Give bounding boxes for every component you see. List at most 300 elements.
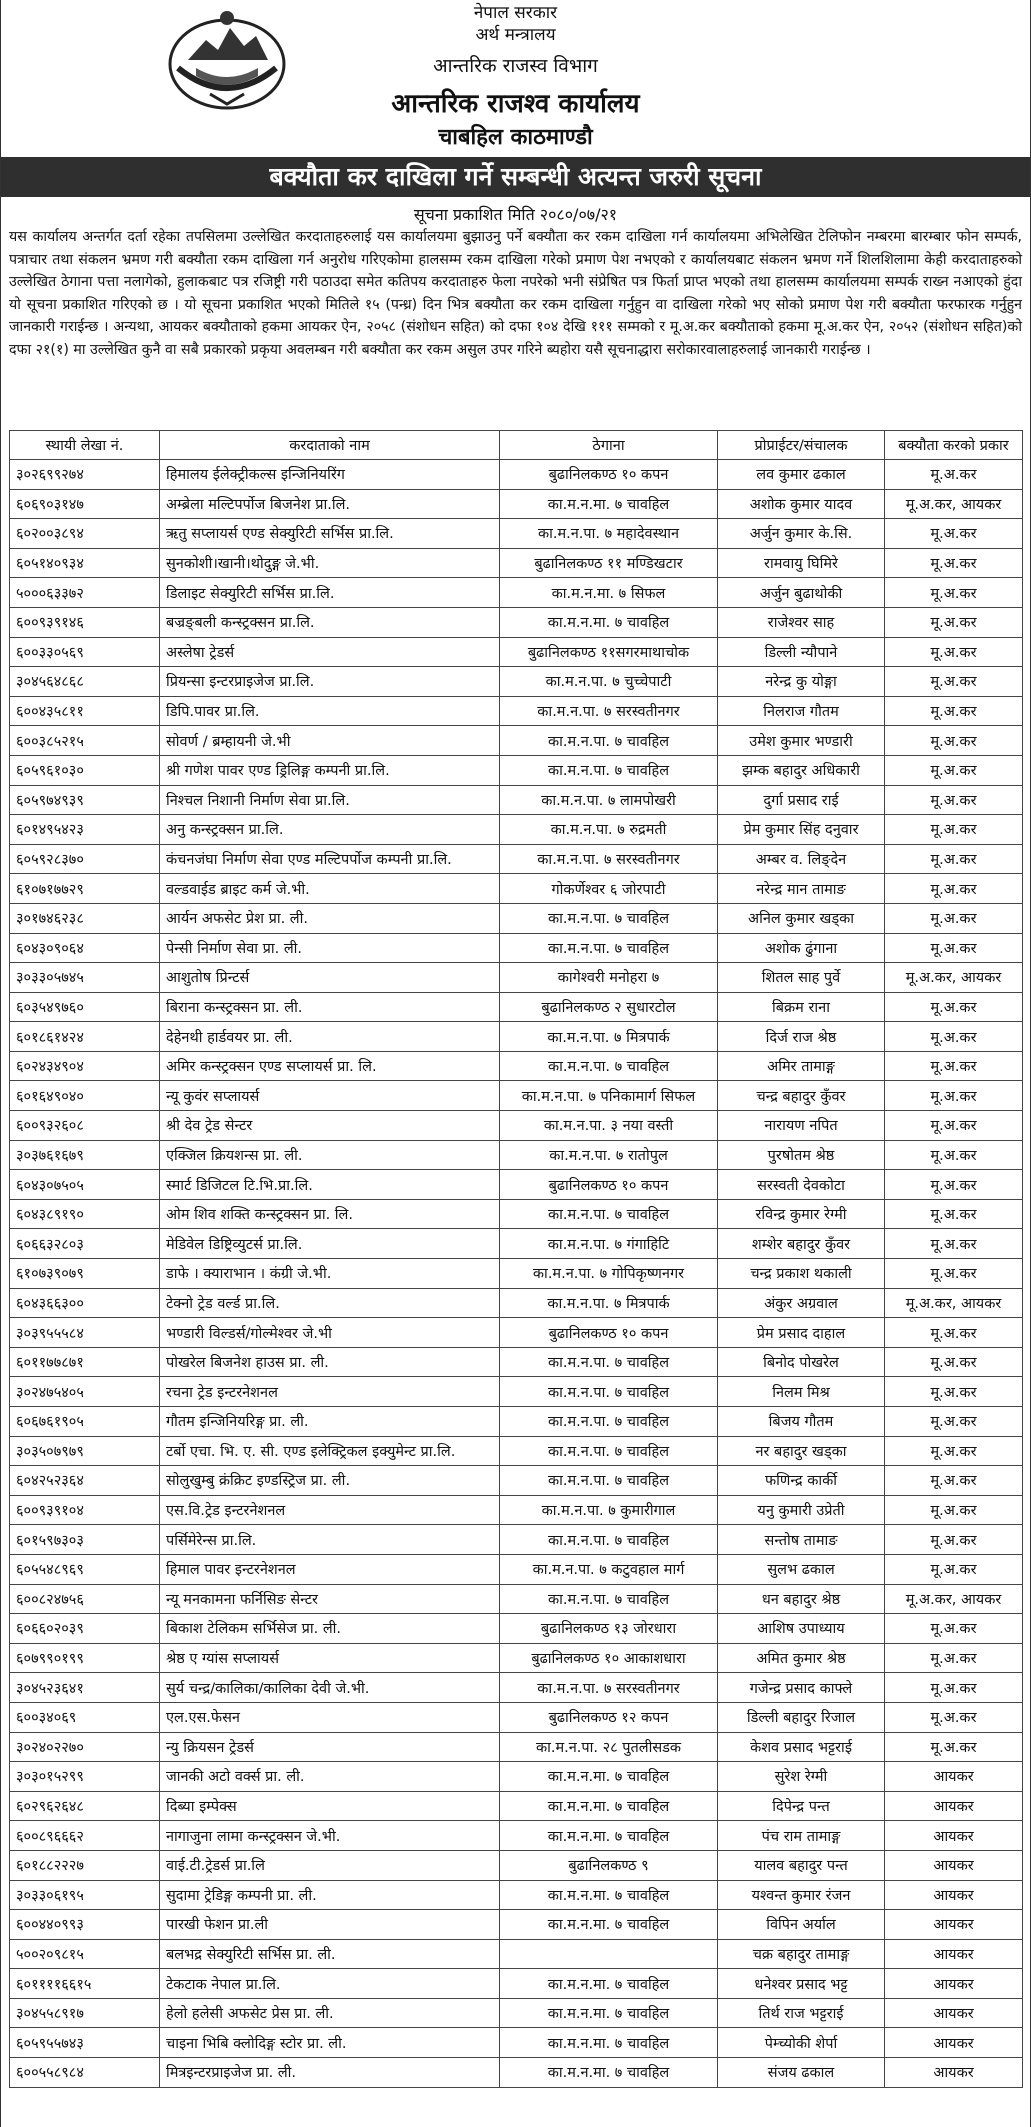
taxpayer-name-cell: पारखी फेशन प्रा.ली — [160, 1910, 500, 1940]
tax-type-cell: मू.अ.कर, आयकर — [885, 963, 1023, 993]
table-row — [10, 1111, 1023, 1141]
address-cell: का.म.न.पा. ७ चावहिल — [500, 1525, 718, 1555]
proprietor-cell: अर्जुन कुमार के.सि. — [718, 519, 885, 549]
pan-cell: ६०२४३४९०४ — [10, 1051, 160, 1081]
pan-cell: ६०४३८९१९० — [10, 1199, 160, 1229]
tax-type-cell: मू.अ.कर — [885, 1436, 1023, 1466]
table-row — [10, 1821, 1023, 1851]
taxpayer-name-cell: सुनकोशी।खानी।थोदुङ्ग जे.भी. — [160, 548, 500, 578]
table-row — [10, 1554, 1023, 1584]
address-cell: बुढानिलकण्ठ ११सगरमाथाचोक — [500, 637, 718, 667]
taxpayer-name-cell: स्मार्ट डिजिटल टि.भि.प्रा.लि. — [160, 1170, 500, 1200]
taxpayer-name-cell: डिलाइट सेक्युरिटी सर्भिस प्रा.लि. — [160, 578, 500, 608]
proprietor-cell: नरेन्द्र मान तामाङ — [718, 874, 885, 904]
proprietor-cell: धनेश्वर प्रसाद भट्ट — [718, 1969, 885, 1999]
table-row — [10, 1259, 1023, 1289]
header-line-department: आन्तरिक राजस्व विभाग — [433, 55, 598, 77]
table-row — [10, 1643, 1023, 1673]
proprietor-cell: रविन्द्र कुमार रेग्मी — [718, 1199, 885, 1229]
table-row — [10, 844, 1023, 874]
table-row — [10, 1081, 1023, 1111]
pan-cell: ३०४५६४८६८ — [10, 667, 160, 697]
address-cell: का.म.न.पा. ७ चावहिल — [500, 1466, 718, 1496]
pan-cell: ६०४३६६३०० — [10, 1288, 160, 1318]
table-row — [10, 1170, 1023, 1200]
table-row — [10, 1229, 1023, 1259]
tax-type-cell: मू.अ.कर — [885, 755, 1023, 785]
taxpayer-name-cell: निश्चल निशानी निर्माण सेवा प्रा.लि. — [160, 785, 500, 815]
tax-type-cell: मू.अ.कर — [885, 1259, 1023, 1289]
pan-cell: ६१०७१७७२९ — [10, 874, 160, 904]
pan-cell: ६०११७७८७१ — [10, 1347, 160, 1377]
address-cell: का.म.न.मा. ७ चावहिल — [500, 1762, 718, 1792]
tax-type-cell: मू.अ.कर — [885, 548, 1023, 578]
address-cell: का.म.न.पा. ७ चावहिल — [500, 726, 718, 756]
address-cell: का.म.न.पा. ७ लामपोखरी — [500, 785, 718, 815]
address-cell: का.म.न.पा. ७ चावहिल — [500, 1199, 718, 1229]
proprietor-cell: यालव बहादुर पन्त — [718, 1850, 885, 1880]
proprietor-cell: डिल्ली बहादुर रिजाल — [718, 1702, 885, 1732]
tax-type-cell: मू.अ.कर — [885, 1318, 1023, 1348]
tax-type-cell: आयकर — [885, 1910, 1023, 1940]
table-row — [10, 963, 1023, 993]
proprietor-cell: संजय ढकाल — [718, 2058, 885, 2088]
taxpayer-name-cell: बिकाश टेलिकम सर्भिसेज प्रा. ली. — [160, 1614, 500, 1644]
tax-type-cell: मू.अ.कर — [885, 1140, 1023, 1170]
proprietor-cell: चक्र बहादुर तामाङ्ग — [718, 1939, 885, 1969]
table-row — [10, 1377, 1023, 1407]
pan-cell: ६०११११६६१५ — [10, 1969, 160, 1999]
pan-cell: ३०३९५५५८४ — [10, 1318, 160, 1348]
proprietor-cell: सुलभ ढकाल — [718, 1554, 885, 1584]
proprietor-cell: केशव प्रसाद भट्टराई — [718, 1732, 885, 1762]
address-cell: का.म.न.पा. ७ महादेवस्थान — [500, 519, 718, 549]
taxpayer-name-cell: डिपि.पावर प्रा.लि. — [160, 696, 500, 726]
table-row — [10, 1614, 1023, 1644]
address-cell: का.म.न.पा. ७ चुच्चेपाटी — [500, 667, 718, 697]
pan-cell: ६०६६३२८०३ — [10, 1229, 160, 1259]
address-cell: का.म.न.मा. ७ चावहिल — [500, 1910, 718, 1940]
proprietor-cell: सुरेश रेग्मी — [718, 1762, 885, 1792]
address-cell: बुढानिलकण्ठ १० आकाशधारा — [500, 1643, 718, 1673]
pan-cell: ३०३०१५२९९ — [10, 1762, 160, 1792]
tax-type-cell: मू.अ.कर — [885, 1051, 1023, 1081]
address-cell: का.म.न.पा. ७ रातोपुल — [500, 1140, 718, 1170]
proprietor-cell: पेम्च्योकी शेर्पा — [718, 2028, 885, 2058]
proprietor-cell: अम्बर व. लिङ्देन — [718, 844, 885, 874]
pan-cell: ६०४३०९०६४ — [10, 933, 160, 963]
taxpayer-name-cell: सोवर्ण / ब्रम्हायनी जे.भी — [160, 726, 500, 756]
proprietor-cell: नारायण नपित — [718, 1111, 885, 1141]
pan-cell: ३०४५२३६४१ — [10, 1673, 160, 1703]
tax-type-cell: मू.अ.कर — [885, 992, 1023, 1022]
proprietor-cell: फणिन्द्र कार्की — [718, 1466, 885, 1496]
taxpayer-name-cell: टेकटाक नेपाल प्रा.लि. — [160, 1969, 500, 1999]
pan-cell: ३०२४७५४०५ — [10, 1377, 160, 1407]
proprietor-cell: यनु कुमारी उप्रेती — [718, 1495, 885, 1525]
table-row — [10, 933, 1023, 963]
header-proprietor: प्रोप्राईटर/संचालक — [718, 431, 885, 460]
pan-cell: ६०१४९५४२३ — [10, 815, 160, 845]
publication-date: सूचना प्रकाशित मिति २०८०/०७/२१ — [413, 205, 618, 224]
address-cell: बुढानिलकण्ठ १३ जोरधारा — [500, 1614, 718, 1644]
proprietor-cell: सरस्वती देवकोटा — [718, 1170, 885, 1200]
table-row — [10, 696, 1023, 726]
table-row — [10, 1288, 1023, 1318]
table-row — [10, 1762, 1023, 1792]
address-cell: का.म.न.पा. ७ सरस्वतीनगर — [500, 696, 718, 726]
taxpayer-name-cell: एस.वि.ट्रेड इन्टरनेशनल — [160, 1495, 500, 1525]
address-cell: का.म.न.पा. ७ चावहिल — [500, 1347, 718, 1377]
taxpayer-name-cell: हेलो हलेसी अफसेट प्रेस प्रा. ली. — [160, 1998, 500, 2028]
pan-cell: ५०००६३३७२ — [10, 578, 160, 608]
pan-cell: ६००९३९१०४ — [10, 1495, 160, 1525]
header-tax-type: बक्यौता करको प्रकार — [885, 431, 1023, 460]
taxpayer-name-cell: वल्डवाईड ब्राइट कर्म जे.भी. — [160, 874, 500, 904]
table-row — [10, 1702, 1023, 1732]
tax-type-cell: मू.अ.कर — [885, 933, 1023, 963]
table-row — [10, 1140, 1023, 1170]
table-row — [10, 1436, 1023, 1466]
proprietor-cell: नरेन्द्र कु योङ्गा — [718, 667, 885, 697]
address-cell: का.म.न.पा. ७ सरस्वतीनगर — [500, 844, 718, 874]
table-header-row — [10, 431, 1023, 460]
tax-type-cell: मू.अ.कर — [885, 815, 1023, 845]
taxpayer-name-cell: श्रेष्ठ ए ग्यांस सप्लायर्स — [160, 1643, 500, 1673]
proprietor-cell: यश्वन्त कुमार रंजन — [718, 1880, 885, 1910]
pan-cell: ६००४४०९९३ — [10, 1910, 160, 1940]
taxpayer-name-cell: आशुतोष प्रिन्टर्स — [160, 963, 500, 993]
address-cell — [500, 1939, 718, 1969]
taxpayer-name-cell: हिमाल पावर इन्टरनेशनल — [160, 1554, 500, 1584]
taxpayer-name-cell: नागाजुना लामा कन्स्ट्रक्सन जे.भी. — [160, 1821, 500, 1851]
table-row — [10, 1939, 1023, 1969]
address-cell: का.म.न.पा. ७ चावहिल — [500, 755, 718, 785]
tax-type-cell: मू.अ.कर, आयकर — [885, 1288, 1023, 1318]
tax-type-cell: मू.अ.कर — [885, 874, 1023, 904]
proprietor-cell: बिक्रम राना — [718, 992, 885, 1022]
table-row — [10, 726, 1023, 756]
pan-cell: ६०३५४९७६० — [10, 992, 160, 1022]
address-cell: का.म.न.मा. ७ चावहिल — [500, 1969, 718, 1999]
tax-type-cell: मू.अ.कर — [885, 1347, 1023, 1377]
table-row — [10, 489, 1023, 519]
taxpayer-name-cell: रचना ट्रेड इन्टरनेशनल — [160, 1377, 500, 1407]
proprietor-cell: लव कुमार ढकाल — [718, 460, 885, 490]
address-cell: बुढानिलकण्ठ ९ — [500, 1850, 718, 1880]
proprietor-cell: गजेन्द्र प्रसाद काफ्ले — [718, 1673, 885, 1703]
proprietor-cell: दिर्ज राज श्रेष्ठ — [718, 1022, 885, 1052]
pan-cell: ६००४३५८११ — [10, 696, 160, 726]
header-line-ministry: अर्थ मन्त्रालय — [475, 25, 556, 45]
pan-cell: ६०६६०२०३९ — [10, 1614, 160, 1644]
taxpayer-name-cell: पेन्सी निर्माण सेवा प्रा. ली. — [160, 933, 500, 963]
address-cell: का.म.न.पा. ७ गोपिकृष्णनगर — [500, 1259, 718, 1289]
pan-cell: ३०३३०६१९५ — [10, 1880, 160, 1910]
proprietor-cell: प्रेम प्रसाद दाहाल — [718, 1318, 885, 1348]
table-row — [10, 1525, 1023, 1555]
address-cell: गोकर्णेश्वर ६ जोरपाटी — [500, 874, 718, 904]
proprietor-cell: विपिन अर्याल — [718, 1910, 885, 1940]
tax-type-cell: मू.अ.कर — [885, 1614, 1023, 1644]
proprietor-cell: शितल साह पुर्वे — [718, 963, 885, 993]
pan-cell: ६०६७६१९०५ — [10, 1407, 160, 1437]
table-row — [10, 785, 1023, 815]
pan-cell: ६००८९६६६२ — [10, 1821, 160, 1851]
table-row — [10, 1466, 1023, 1496]
table-row — [10, 1199, 1023, 1229]
pan-cell: ६००९३२६०८ — [10, 1111, 160, 1141]
taxpayer-name-cell: गौतम इन्जिनियरिङ्ग प्रा. ली. — [160, 1407, 500, 1437]
address-cell: का.म.न.पा. ७ गंगाहिटि — [500, 1229, 718, 1259]
table-row — [10, 1495, 1023, 1525]
pan-cell: ६०२९६२६४८ — [10, 1791, 160, 1821]
taxpayer-name-cell: हिमालय ईलेक्ट्रीकल्स इन्जिनियरिंग — [160, 460, 500, 490]
taxpayer-name-cell: चाइना भिबि क्लोदिङ्ग स्टोर प्रा. ली. — [160, 2028, 500, 2058]
taxpayer-name-cell: डाफे । क्याराभान । कंग्री जे.भी. — [160, 1259, 500, 1289]
taxpayer-name-cell: बिराना कन्स्ट्रक्सन प्रा. ली. — [160, 992, 500, 1022]
address-cell: का.म.न.पा. ७ चावहिल — [500, 1051, 718, 1081]
proprietor-cell: निलराज गौतम — [718, 696, 885, 726]
pan-cell: ६०४३०७५०५ — [10, 1170, 160, 1200]
proprietor-cell: बिनोद पोखरेल — [718, 1347, 885, 1377]
pan-cell: ३०३३०५७४५ — [10, 963, 160, 993]
table-row — [10, 460, 1023, 490]
table-row — [10, 1969, 1023, 1999]
proprietor-cell: प्रेम कुमार सिंह दनुवार — [718, 815, 885, 845]
tax-type-cell: आयकर — [885, 1821, 1023, 1851]
proprietor-cell: नर बहादुर खड्का — [718, 1436, 885, 1466]
pan-cell: ६०१५९७३०३ — [10, 1525, 160, 1555]
proprietor-cell: पंच राम तामाङ्ग — [718, 1821, 885, 1851]
address-cell: बुढानिलकण्ठ ११ मण्डिखटार — [500, 548, 718, 578]
table-row — [10, 1318, 1023, 1348]
tax-type-cell: मू.अ.कर — [885, 1377, 1023, 1407]
address-cell: का.म.न.पा. ७ चावहिल — [500, 1584, 718, 1614]
table-row — [10, 667, 1023, 697]
proprietor-cell: दिपेन्द्र पन्त — [718, 1791, 885, 1821]
tax-type-cell: मू.अ.कर — [885, 667, 1023, 697]
taxpayer-name-cell: देहेनथी हार्डवयर प्रा. ली. — [160, 1022, 500, 1052]
address-cell: का.म.न.पा. ७ मित्रपार्क — [500, 1022, 718, 1052]
taxpayer-name-cell: ओम शिव शक्ति कन्स्ट्रक्सन प्रा. लि. — [160, 1199, 500, 1229]
pan-cell: ३०३५०७९७९ — [10, 1436, 160, 1466]
tax-type-cell: मू.अ.कर — [885, 607, 1023, 637]
pan-cell: ३०३७६१६७९ — [10, 1140, 160, 1170]
taxpayer-name-cell: कंचनजंघा निर्माण सेवा एण्ड मल्टिपर्पोज कम्पनी प्रा.लि. — [160, 844, 500, 874]
pan-cell: ५००२०९८१५ — [10, 1939, 160, 1969]
proprietor-cell: दुर्गा प्रसाद राई — [718, 785, 885, 815]
tax-type-cell: मू.अ.कर — [885, 1081, 1023, 1111]
taxpayer-name-cell: श्री गणेश पावर एण्ड ड्रिलिङ्ग कम्पनी प्रा.लि. — [160, 755, 500, 785]
tax-type-cell: मू.अ.कर — [885, 1554, 1023, 1584]
pan-cell: ६०२००३८९४ — [10, 519, 160, 549]
table-row — [10, 1910, 1023, 1940]
pan-cell: ६०५९५५७४३ — [10, 2028, 160, 2058]
pan-cell: ६००८२४७५६ — [10, 1584, 160, 1614]
taxpayer-table — [9, 430, 1023, 2088]
pan-cell: ६००९३९१४६ — [10, 607, 160, 637]
table-row — [10, 637, 1023, 667]
address-cell: बुढानिलकण्ठ १० कपन — [500, 1318, 718, 1348]
office-header — [1, 0, 1030, 155]
pan-cell: ६०१६४९०४० — [10, 1081, 160, 1111]
taxpayer-name-cell: पर्सिमेरेन्स प्रा.लि. — [160, 1525, 500, 1555]
notice-title-banner: बक्यौता कर दाखिला गर्ने सम्बन्धी अत्यन्त जरुरी सूचना — [1, 157, 1030, 197]
tax-type-cell: मू.अ.कर — [885, 1732, 1023, 1762]
proprietor-cell: निलम मिश्र — [718, 1377, 885, 1407]
tax-type-cell: आयकर — [885, 1998, 1023, 2028]
pan-cell: ६०५९२८३७० — [10, 844, 160, 874]
proprietor-cell: अशोक कुमार यादव — [718, 489, 885, 519]
pan-cell: ३०२६९९२७४ — [10, 460, 160, 490]
taxpayer-name-cell: टेक्नो ट्रेड वर्ल्ड प्रा.लि. — [160, 1288, 500, 1318]
tax-type-cell: मू.अ.कर — [885, 903, 1023, 933]
pan-cell: ६००५५८९८४ — [10, 2058, 160, 2088]
address-cell: का.म.न.मा. ७ चावहिल — [500, 1791, 718, 1821]
header-line-location: चाबहिल काठमाण्डौ — [438, 124, 593, 150]
tax-type-cell: आयकर — [885, 1791, 1023, 1821]
taxpayer-name-cell: बज्रङ्बली कन्स्ट्रक्सन प्रा.लि. — [160, 607, 500, 637]
pan-cell: ६०१८८२२२७ — [10, 1850, 160, 1880]
address-cell: का.म.न.पा. ७ मित्रपार्क — [500, 1288, 718, 1318]
proprietor-cell: आशिष उपाध्याय — [718, 1614, 885, 1644]
proprietor-cell: अनिल कुमार खड्का — [718, 903, 885, 933]
table-row — [10, 1347, 1023, 1377]
address-cell: का.म.न.पा. ७ कुमारीगाल — [500, 1495, 718, 1525]
address-cell: बुढानिलकण्ठ १२ कपन — [500, 1702, 718, 1732]
tax-type-cell: आयकर — [885, 1939, 1023, 1969]
address-cell: का.म.न.पा. ७ चावहिल — [500, 903, 718, 933]
taxpayer-name-cell: भण्डारी विल्डर्स/गोल्मेश्वर जे.भी — [160, 1318, 500, 1348]
table-row — [10, 1673, 1023, 1703]
table-row — [10, 548, 1023, 578]
tax-type-cell: मू.अ.कर — [885, 1229, 1023, 1259]
tax-type-cell: आयकर — [885, 2058, 1023, 2088]
taxpayer-name-cell: टर्बो एचा. भि. ए. सी. एण्ड इलेक्ट्रिकल इक्युमेन्ट प्रा.लि. — [160, 1436, 500, 1466]
header-line-office: आन्तरिक राजश्व कार्यालय — [391, 89, 640, 119]
taxpayer-name-cell: अम्ब्रेला मल्टिपर्पोज बिजनेश प्रा.लि. — [160, 489, 500, 519]
tax-type-cell: आयकर — [885, 1880, 1023, 1910]
tax-type-cell: मू.अ.कर — [885, 1702, 1023, 1732]
proprietor-cell: धन बहादुर श्रेष्ठ — [718, 1584, 885, 1614]
tax-type-cell: मू.अ.कर — [885, 637, 1023, 667]
tax-type-cell: आयकर — [885, 1969, 1023, 1999]
tax-type-cell: मू.अ.कर — [885, 460, 1023, 490]
taxpayer-name-cell: अमिर कन्स्ट्रक्सन एण्ड सप्लायर्स प्रा. लि. — [160, 1051, 500, 1081]
tax-type-cell: मू.अ.कर — [885, 726, 1023, 756]
tax-type-cell: मू.अ.कर — [885, 1170, 1023, 1200]
taxpayer-name-cell: न्यु क्रियसन ट्रेडर्स — [160, 1732, 500, 1762]
address-cell: का.म.न.मा. ७ सिफल — [500, 578, 718, 608]
tax-type-cell: आयकर — [885, 2028, 1023, 2058]
tax-type-cell: मू.अ.कर — [885, 785, 1023, 815]
taxpayer-name-cell: सुर्य चन्द्र/कालिका/कालिका देवी जे.भी. — [160, 1673, 500, 1703]
taxpayer-name-cell: वाई.टी.ट्रेडर्स प्रा.लि — [160, 1850, 500, 1880]
table-row — [10, 2028, 1023, 2058]
proprietor-cell: चन्द्र बहादुर कुँवर — [718, 1081, 885, 1111]
taxpayer-name-cell: प्रियन्सा इन्टरप्राइजेज प्रा.लि. — [160, 667, 500, 697]
proprietor-cell: अर्जुन बुढाथोकी — [718, 578, 885, 608]
table-row — [10, 578, 1023, 608]
table-row — [10, 903, 1023, 933]
address-cell: का.म.न.मा. ७ चावहिल — [500, 1880, 718, 1910]
pan-cell: ६०७९९०१९९ — [10, 1643, 160, 1673]
proprietor-cell: तिर्थ राज भट्टराई — [718, 1998, 885, 2028]
pan-cell: ६०१८६१४२४ — [10, 1022, 160, 1052]
table-row — [10, 874, 1023, 904]
proprietor-cell: सन्तोष तामाङ — [718, 1525, 885, 1555]
pan-cell: ६००३३०५६९ — [10, 637, 160, 667]
taxpayer-name-cell: एल.एस.फेसन — [160, 1702, 500, 1732]
address-cell: बुढानिलकण्ठ १० कपन — [500, 1170, 718, 1200]
pan-cell: ३०२४०२२७० — [10, 1732, 160, 1762]
address-cell: का.म.न.मा. ७ चावहिल — [500, 607, 718, 637]
table-row — [10, 1407, 1023, 1437]
address-cell: का.म.न.पा. ७ कटुवहाल मार्ग — [500, 1554, 718, 1584]
tax-type-cell: मू.अ.कर — [885, 1022, 1023, 1052]
tax-type-cell: मू.अ.कर — [885, 1407, 1023, 1437]
tax-type-cell: आयकर — [885, 1762, 1023, 1792]
pan-cell: ३०१७४६२३८ — [10, 903, 160, 933]
table-row — [10, 607, 1023, 637]
pan-cell: ६००३४०६९ — [10, 1702, 160, 1732]
address-cell: का.म.न.पा. ७ पनिकामार्ग सिफल — [500, 1081, 718, 1111]
table-row — [10, 1998, 1023, 2028]
table-row — [10, 2058, 1023, 2088]
header-address: ठेगाना — [500, 431, 718, 460]
taxpayer-name-cell: सोलुखुम्बु क्रंक्रिट इण्डस्ट्रिज प्रा. ली. — [160, 1466, 500, 1496]
tax-type-cell: मू.अ.कर — [885, 1525, 1023, 1555]
address-cell: कागेश्वरी मनोहरा ७ — [500, 963, 718, 993]
tax-type-cell: मू.अ.कर — [885, 578, 1023, 608]
taxpayer-name-cell: मेडिवेल डिष्ट्रिव्युटर्स प्रा.लि. — [160, 1229, 500, 1259]
address-cell: का.म.न.पा. ७ चावहिल — [500, 1377, 718, 1407]
pan-cell: ६०५१४०९३४ — [10, 548, 160, 578]
tax-type-cell: मू.अ.कर — [885, 1199, 1023, 1229]
address-cell: का.म.न.पा. ७ चावहिल — [500, 933, 718, 963]
taxpayer-name-cell: श्री देव ट्रेड सेन्टर — [160, 1111, 500, 1141]
table-body — [10, 460, 1023, 2088]
notice-body: यस कार्यालय अन्तर्गत दर्ता रहेका तपसिलमा उल्लेखित करदाताहरुलाई यस कार्यालयमा बुझाउनु पर्ने बक्यौता कर रकम दाखिला गर्न कार्यालयमा अभिलेखित टेलिफोन नम्बरमा बारम्बार फोन सम्पर्क, पत्राचार तथा संकलन भ्रमण गरी बक्यौता रकम दाखिला गर्न अनुरोध गरिएकोमा हालसम्म रकम दाखिला गरेको प्रमाण पेश नभएको र कार्यालयबाट संकलन भ्रमण गर्ने शिलशिलामा केही करदाताहरुको उल्लेखित ठेगाना पत्ता नलागेको, हुलाकबाट पत्र रजिष्ट्री गरी पठाउदा समेत कतिपय करदाताहरु फेला नपरेको भनी संप्रेषित पत्र फिर्ता प्राप्त भएको तथा हालसम्म कार्यालयमा सम्पर्क राख्न नआएको हुंदा यो सूचना प्रकाशित गरिएको छ । यो सूचना प्रकाशित भएको मितिले १५ (पन्ध्र) दिन भित्र बक्यौता कर रकम दाखिला गर्नुहुन वा दाखिला गरेको भए सोको प्रमाण पेश गरी बक्यौता फरफारक गर्नुहुन जानकारी गराईन्छ । अन्यथा, आयकर बक्यौताको हकमा आयकर ऐन, २०५८ (संशोधन सहित) को दफा १०४ देखि १११ सम्मको र मू.अ.कर बक्यौताको हकमा मू.अ.कर ऐन, २०५२ (संशोधन सहित)को दफा २१(१) मा उल्लेखित कुनै वा सबै प्रकारको प्रकृया अवलम्बन गरी बक्यौता कर रकम असुल उपर गरिने ब्यहोरा यसै सूचनाद्धारा सरोकारवालाहरुलाई जानकारी गराईन्छ । — [9, 229, 1022, 358]
tax-type-cell: मू.अ.कर — [885, 1673, 1023, 1703]
proprietor-cell: अशोक ढुंगाना — [718, 933, 885, 963]
taxpayer-name-cell: एक्जिल क्रियशन्स प्रा. ली. — [160, 1140, 500, 1170]
address-cell: का.म.न.मा. ७ चावहिल — [500, 1821, 718, 1851]
tax-type-cell: मू.अ.कर — [885, 1111, 1023, 1141]
tax-type-cell: मू.अ.कर, आयकर — [885, 1584, 1023, 1614]
proprietor-cell: डिल्ली न्यौपाने — [718, 637, 885, 667]
tax-type-cell: मू.अ.कर — [885, 519, 1023, 549]
pan-cell: ६१०७३९०७९ — [10, 1259, 160, 1289]
header-line-government: नेपाल सरकार — [473, 3, 558, 23]
tax-type-cell: आयकर — [885, 1850, 1023, 1880]
taxpayer-name-cell: आर्यन अफसेट प्रेश प्रा. ली. — [160, 903, 500, 933]
address-cell: का.म.न.मा. ७ चावहिल — [500, 2028, 718, 2058]
proprietor-cell: झम्क बहादुर अधिकारी — [718, 755, 885, 785]
pan-cell: ६०६९०३१४७ — [10, 489, 160, 519]
taxpayer-name-cell: जानकी अटो वर्क्स प्रा. ली. — [160, 1762, 500, 1792]
proprietor-cell: राजेश्वर साह — [718, 607, 885, 637]
proprietor-cell: पुरषोतम श्रेष्ठ — [718, 1140, 885, 1170]
pan-cell: ३०४५५८९१७ — [10, 1998, 160, 2028]
tax-type-cell: मू.अ.कर — [885, 1643, 1023, 1673]
table-row — [10, 1051, 1023, 1081]
table-row — [10, 755, 1023, 785]
proprietor-cell: बिजय गौतम — [718, 1407, 885, 1437]
address-cell: का.म.न.पा. ७ चावहिल — [500, 1407, 718, 1437]
pan-cell: ६०४२५२३६४ — [10, 1466, 160, 1496]
